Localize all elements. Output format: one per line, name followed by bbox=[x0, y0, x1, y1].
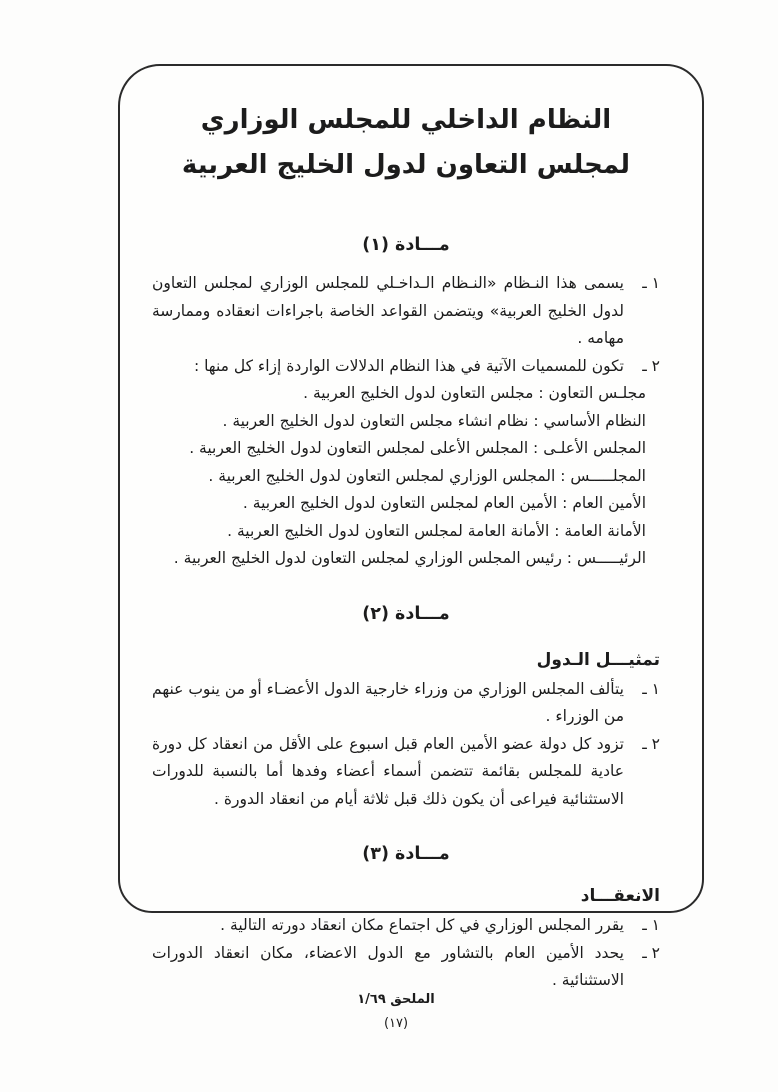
page-footer bbox=[7, 992, 778, 1032]
item-text: تزود كل دولة عضو الأمين العام قبل اسبوع على الأقل من انعقاد كل دورة عادية للمجلس بقائمة تتضمن أسماء أعضاء وفدها أما بالنسبة للدورات الاستثنائية فيراعى أن يكون ذلك قبل ثلاثة أيام من انعقاد الدورة . bbox=[152, 734, 624, 808]
document-title-line-2: لمجلس التعاون لدول الخليج العربية bbox=[181, 150, 631, 180]
item-number: ٢ ـ bbox=[642, 943, 660, 962]
article-1-items bbox=[152, 270, 660, 380]
definition-line: النظام الأساسي : نظام انشاء مجلس التعاون لدول الخليج العربية . bbox=[222, 411, 646, 430]
document-title bbox=[152, 98, 660, 188]
article-3-item-1 bbox=[152, 912, 660, 940]
article-1-item-2 bbox=[152, 353, 660, 381]
item-text: يتألف المجلس الوزاري من وزراء خارجية الدول الأعضـاء أو من ينوب عنهم من الوزراء . bbox=[152, 679, 624, 725]
footer-page-number: (١٧) bbox=[383, 1016, 409, 1031]
item-number: ٢ ـ bbox=[642, 356, 660, 375]
article-3-heading: مـــادة (٣) bbox=[362, 844, 450, 864]
article-3-items bbox=[152, 912, 660, 995]
article-3-section-title: الانعقـــاد bbox=[580, 886, 660, 906]
definition-line: مجلـس التعاون : مجلس التعاون لدول الخليج العربية . bbox=[303, 384, 646, 402]
item-text: يسمى هذا النـظام «النـظام الـداخـلي للمجلس الوزاري لمجلس التعاون لدول الخليج العربية» ويتضمن القواعد الخاصة باجراءات انعقاده وممارسة مهامه . bbox=[152, 274, 624, 347]
article-2-heading: مـــادة (٢) bbox=[362, 603, 450, 624]
item-text: تكون للمسميات الآتية في هذا النظام الدلالات الواردة إزاء كل منها : bbox=[193, 356, 624, 375]
article-2-items bbox=[152, 676, 660, 814]
definition-line: الأمانة العامة : الأمانة العامة لمجلس التعاون لدول الخليج العربية . bbox=[227, 521, 646, 540]
article-3-item-2 bbox=[152, 940, 660, 995]
document-border-frame bbox=[118, 64, 704, 989]
item-number: ٢ ـ bbox=[642, 734, 660, 753]
definition-line: الأمين العام : الأمين العام لمجلس التعاون لدول الخليج العربية . bbox=[242, 494, 646, 512]
article-2-item-2 bbox=[152, 731, 660, 814]
article-2-section-title: تمثيـــل الـدول bbox=[536, 649, 660, 670]
item-text: يحدد الأمين العام بالتشاور مع الدول الاعضاء، مكان انعقاد الدورات الاستثنائية . bbox=[152, 943, 624, 989]
article-1-item-1 bbox=[152, 270, 660, 353]
item-number: ١ ـ bbox=[642, 679, 660, 698]
item-number: ١ ـ bbox=[642, 274, 660, 292]
article-2-item-1 bbox=[152, 676, 660, 731]
document-title-line-1: النظام الداخلي للمجلس الوزاري bbox=[200, 105, 612, 135]
article-1-heading: مـــادة (١) bbox=[362, 235, 450, 255]
definition-line: الرئيـــــس : رئيس المجلس الوزاري لمجلس التعاون لدول الخليج العربية . bbox=[173, 549, 646, 567]
definition-line: المجلـــــس : المجلس الوزاري لمجلس التعاون لدول الخليج العربية . bbox=[208, 466, 646, 485]
item-text: يقرر المجلس الوزاري في كل اجتماع مكان انعقاد دورته التالية . bbox=[220, 916, 624, 934]
definition-line: المجلس الأعلـى : المجلس الأعلى لمجلس التعاون لدول الخليج العربية . bbox=[189, 439, 646, 457]
item-number: ١ ـ bbox=[642, 916, 660, 934]
footer-attachment-label: الملحق ١/٦٩ bbox=[357, 992, 435, 1007]
article-1-definitions bbox=[152, 380, 660, 573]
